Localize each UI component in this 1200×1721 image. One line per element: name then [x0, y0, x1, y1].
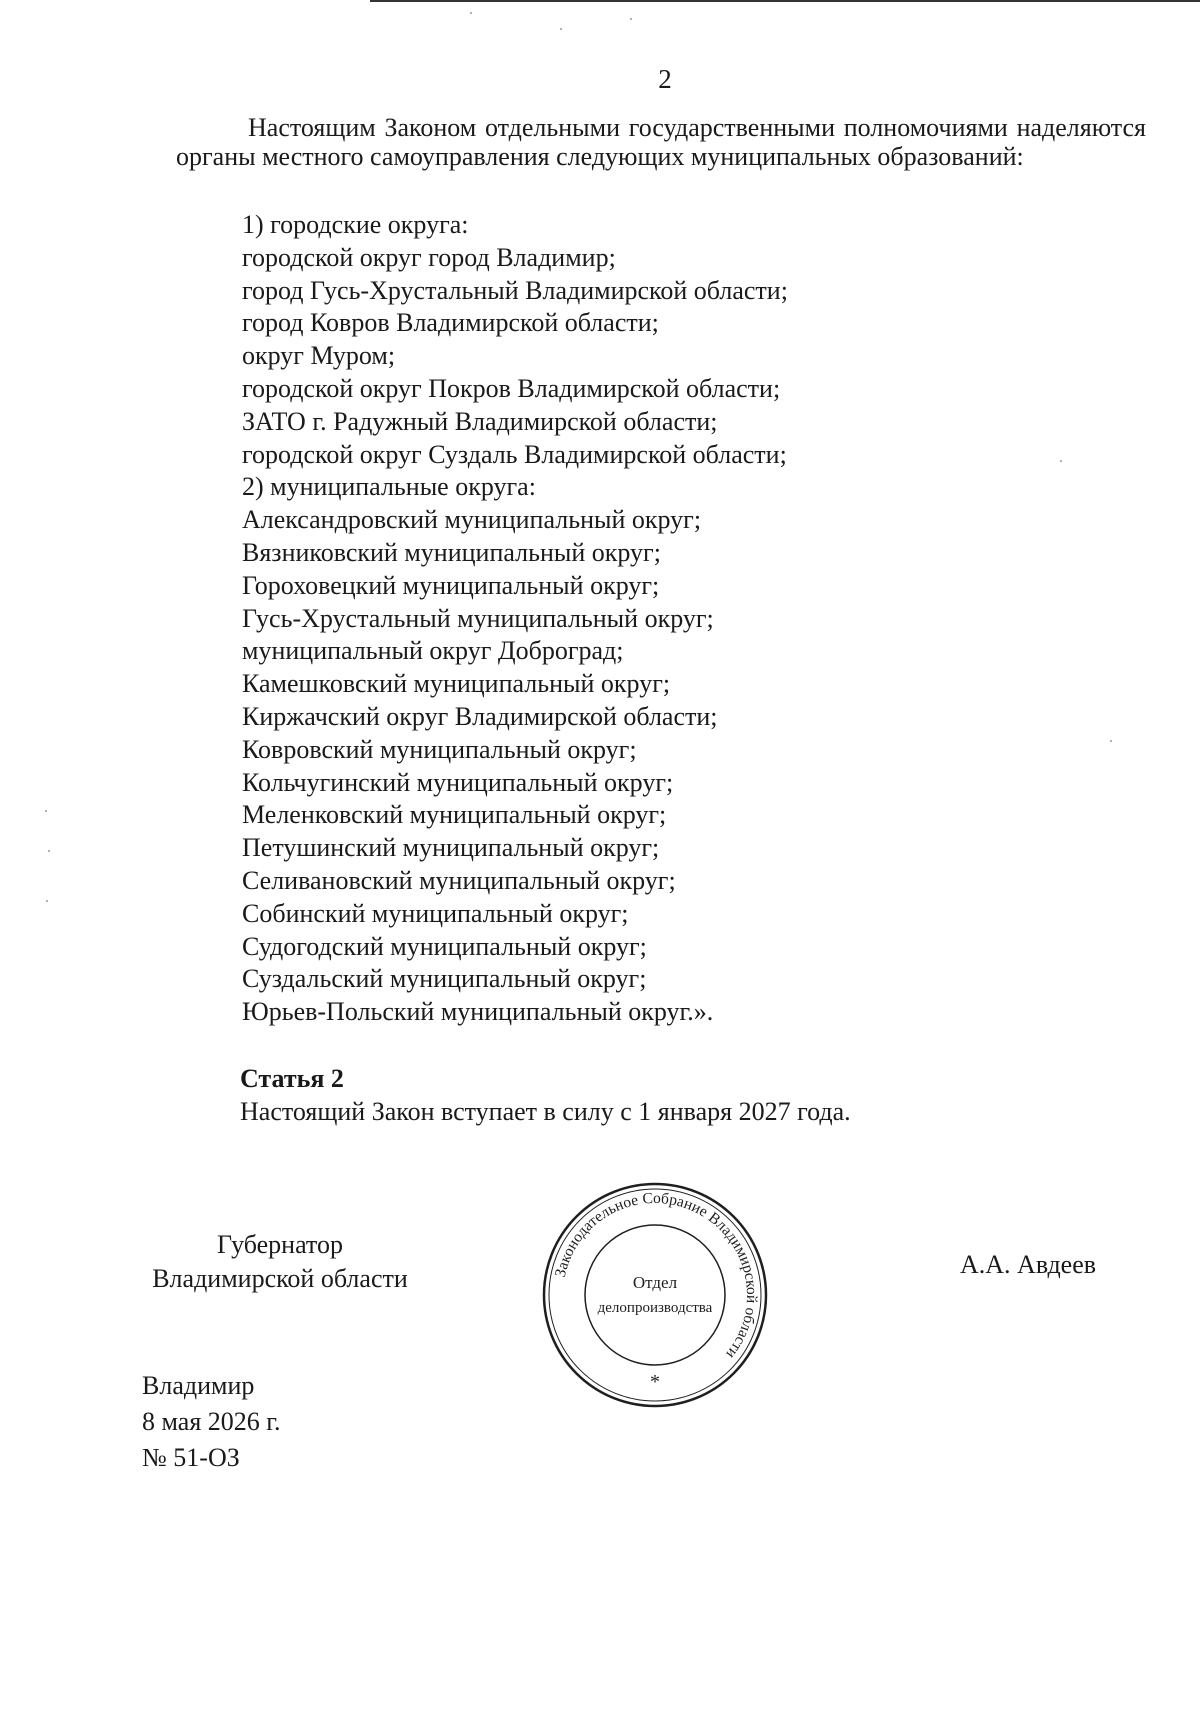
list-item: Собинский муниципальный округ; — [242, 898, 629, 928]
intro-paragraph: Настоящим Законом отдельными государственными полномочиями наделяются органы местного самоуправления следующих муниципальных образований: — [176, 113, 1146, 171]
governor-title-line1: Губернатор — [217, 1230, 343, 1259]
scan-speck — [45, 810, 47, 812]
list-item: Суздальский муниципальный округ; — [242, 964, 647, 994]
list-item: Киржачский округ Владимирской области; — [242, 701, 718, 731]
list-item: 2) муниципальные округа: — [242, 472, 536, 502]
page-number: 2 — [658, 64, 672, 94]
scan-speck — [1110, 740, 1112, 742]
list-item: ЗАТО г. Радужный Владимирской области; — [242, 406, 718, 436]
list-item: Судогодский муниципальный округ; — [242, 931, 647, 961]
scan-speck — [560, 28, 562, 30]
scan-speck — [630, 18, 632, 20]
list-item: город Ковров Владимирской области; — [242, 308, 659, 338]
signer-name: А.А. Авдеев — [960, 1250, 1097, 1279]
seal-graphic — [540, 1180, 770, 1410]
footer-date: 8 мая 2026 г. — [142, 1407, 281, 1436]
list-item: Меленковский муниципальный округ; — [242, 800, 667, 830]
top-border-line — [370, 0, 1200, 2]
seal-center-line1: Отдел — [632, 1273, 678, 1292]
official-seal — [540, 1180, 770, 1410]
article-title: Статья 2 — [240, 1064, 344, 1093]
list-item: муниципальный округ Доброград; — [242, 636, 624, 666]
seal-center-line2: делопроизводства — [597, 1300, 713, 1316]
scan-speck — [46, 900, 48, 902]
list-item: Юрьев-Польский муниципальный округ.». — [242, 997, 714, 1027]
list-item: Камешковский муниципальный округ; — [242, 669, 671, 699]
list-item: Гусь-Хрустальный муниципальный округ; — [242, 603, 714, 633]
footer-number: № 51-ОЗ — [142, 1443, 240, 1472]
governor-title — [130, 1228, 430, 1296]
list-item: Александровский муниципальный округ; — [242, 505, 702, 535]
list-item: Ковровский муниципальный округ; — [242, 734, 637, 764]
list-item: городской округ Суздаль Владимирской области; — [242, 439, 787, 469]
footer-block — [142, 1368, 281, 1476]
list-item: Гороховецкий муниципальный округ; — [242, 570, 660, 600]
seal-ring-text: Законодательное Собрание Владимирской области — [551, 1189, 761, 1362]
list-item: городской округ город Владимир; — [242, 242, 616, 272]
list-item: Петушинский муниципальный округ; — [242, 833, 660, 863]
list-item: Вязниковский муниципальный округ; — [242, 537, 661, 567]
scan-speck — [470, 12, 472, 14]
article-text: Настоящий Закон вступает в силу с 1 января 2027 года. — [240, 1097, 851, 1126]
list-item: округ Муром; — [242, 341, 396, 371]
seal-center-ring — [585, 1225, 725, 1365]
seal-star-icon: * — [650, 1371, 660, 1393]
scan-speck — [48, 850, 50, 852]
scan-speck — [1060, 460, 1062, 462]
list-item: городской округ Покров Владимирской области; — [242, 373, 781, 403]
governor-title-line2: Владимирской области — [152, 1264, 408, 1293]
list-item: 1) городские округа: — [242, 210, 469, 239]
list-item: Селивановский муниципальный округ; — [242, 865, 676, 895]
list-item: Кольчугинский муниципальный округ; — [242, 767, 674, 797]
footer-city: Владимир — [142, 1371, 255, 1400]
list-item: город Гусь-Хрустальный Владимирской области; — [242, 275, 788, 305]
municipality-list — [242, 209, 788, 1029]
